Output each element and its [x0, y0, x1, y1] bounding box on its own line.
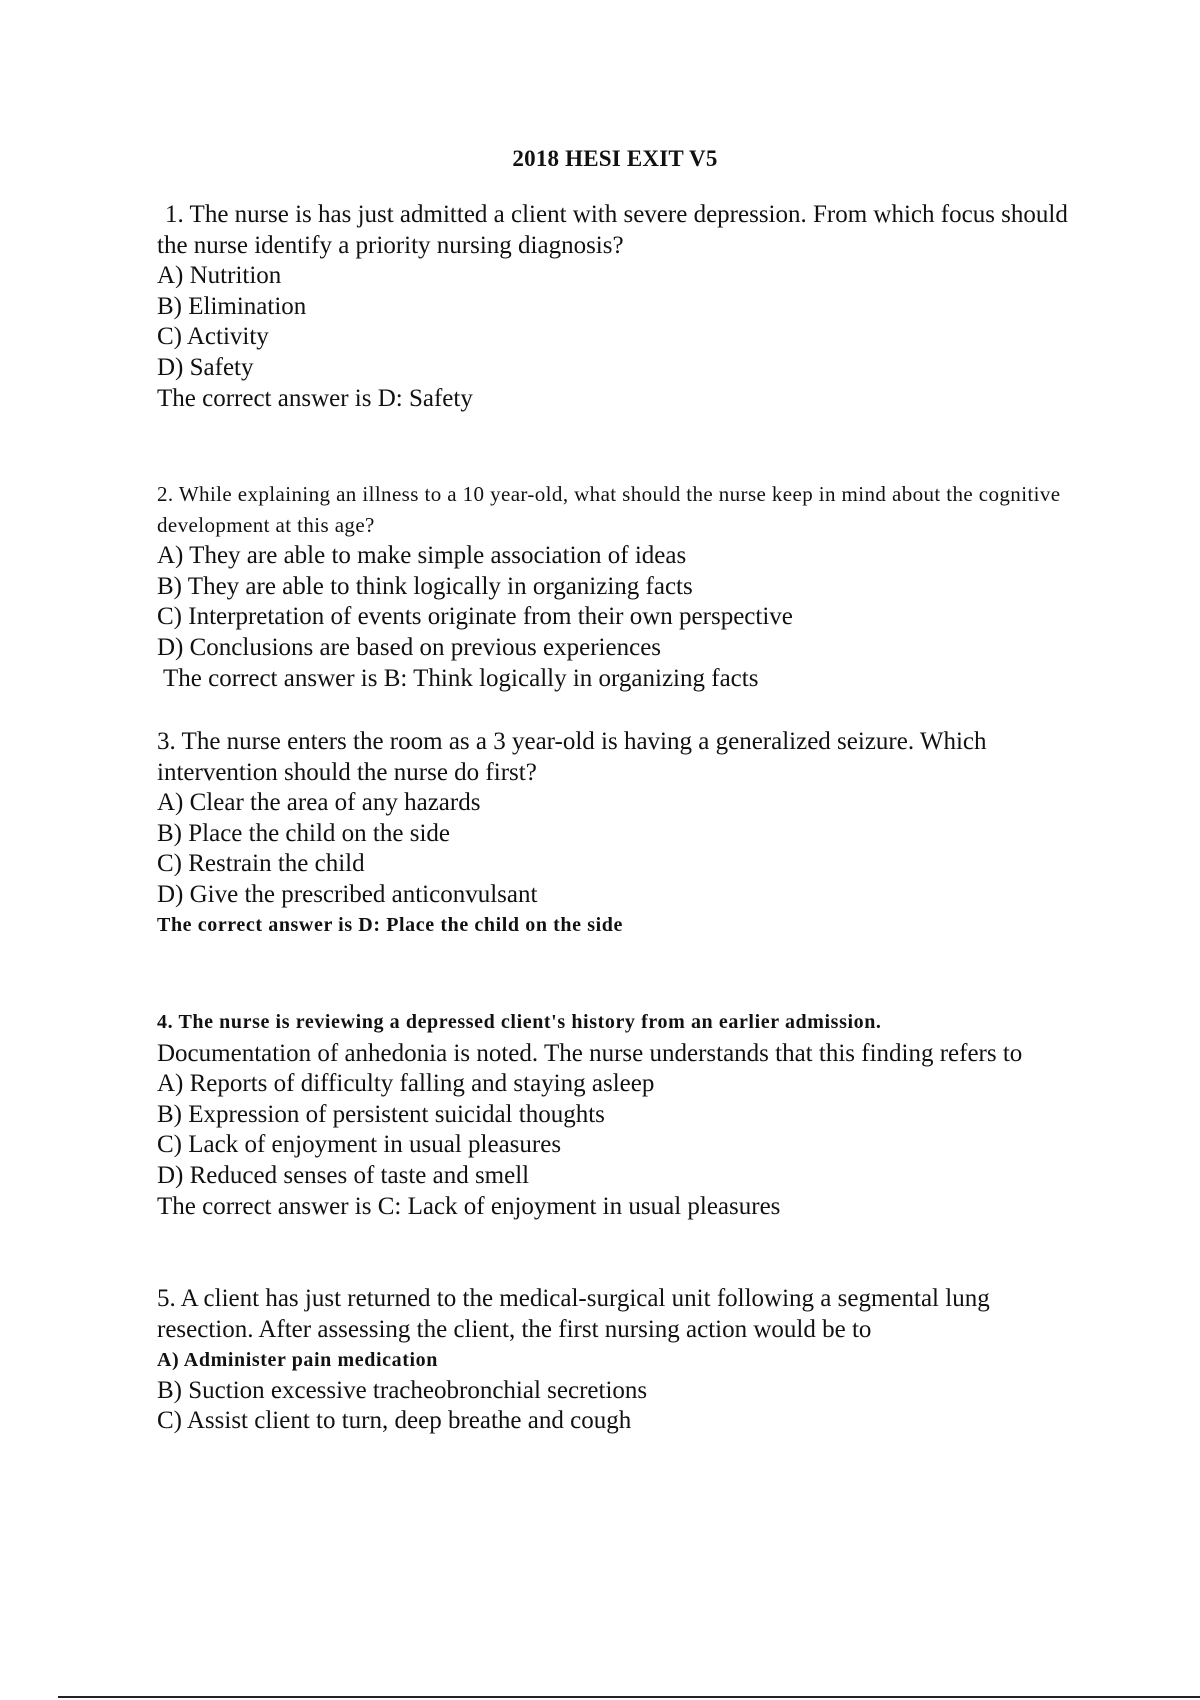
answer-option-d: D) Safety — [157, 353, 254, 381]
answer-option-d: D) Conclusions are based on previous experiences — [157, 633, 662, 661]
answer-option-a: A) Clear the area of any hazards — [157, 789, 481, 816]
answer-option-c: C) Assist client to turn, deep breathe and cough — [157, 1407, 632, 1434]
answer-option-a: A) Nutrition — [157, 262, 282, 289]
answer-option-d: D) Give the prescribed anticonvulsant — [157, 880, 538, 908]
answer-option-b: B) Elimination — [157, 292, 307, 320]
correct-answer: The correct answer is D: Place the child on the side — [157, 914, 623, 936]
answer-option-c: C) Activity — [157, 323, 269, 350]
answer-option-b: B) Expression of persistent suicidal thoughts — [157, 1100, 605, 1128]
answer-option-c: C) Restrain the child — [157, 850, 365, 877]
question-stem: 3. The nurse enters the room as a 3 year-old is having a generalized seizure. Which intervention should the nurse do first? — [157, 728, 987, 786]
answer-option-b: B) Place the child on the side — [157, 819, 450, 847]
answer-option-a: A) Reports of difficulty falling and staying asleep — [157, 1070, 655, 1097]
question-1 — [157, 199, 1087, 414]
question-5 — [157, 1283, 1087, 1437]
correct-answer: The correct answer is D: Safety — [157, 385, 473, 412]
question-4 — [157, 1007, 1087, 1222]
answer-option-d: D) Reduced senses of taste and smell — [157, 1161, 530, 1189]
correct-answer: The correct answer is B: Think logically in organizing facts — [163, 665, 759, 692]
answer-option-a: A) Administer pain medication — [157, 1349, 438, 1371]
question-stem: 2. While explaining an illness to a 10 year-old, what should the nurse keep in mind about the cognitive development at this age? — [157, 482, 1061, 537]
question-3 — [157, 726, 1087, 941]
question-stem: 1. The nurse is has just admitted a client with severe depression. From which focus should the nurse identify a priority nursing diagnosis? — [157, 201, 1068, 259]
document-title: 2018 HESI EXIT V5 — [512, 146, 718, 171]
footer-divider — [58, 1696, 1200, 1698]
question-2 — [157, 479, 1087, 694]
question-stem: 5. A client has just returned to the medical-surgical unit following a segmental lung resection. After assessing the client, the first nursing action would be to — [157, 1285, 990, 1343]
correct-answer: The correct answer is C: Lack of enjoyment in usual pleasures — [157, 1193, 781, 1220]
question-stem-line-2: Documentation of anhedonia is noted. The nurse understands that this finding refers to — [157, 1040, 1023, 1067]
answer-option-b: B) They are able to think logically in organizing facts — [157, 572, 693, 600]
answer-option-c: C) Interpretation of events originate from their own perspective — [157, 603, 793, 630]
answer-option-a: A) They are able to make simple association of ideas — [157, 542, 687, 569]
answer-option-b: B) Suction excessive tracheobronchial secretions — [157, 1376, 648, 1404]
answer-option-c: C) Lack of enjoyment in usual pleasures — [157, 1131, 562, 1158]
question-stem-line-1: 4. The nurse is reviewing a depressed client's history from an earlier admission. — [157, 1011, 882, 1033]
